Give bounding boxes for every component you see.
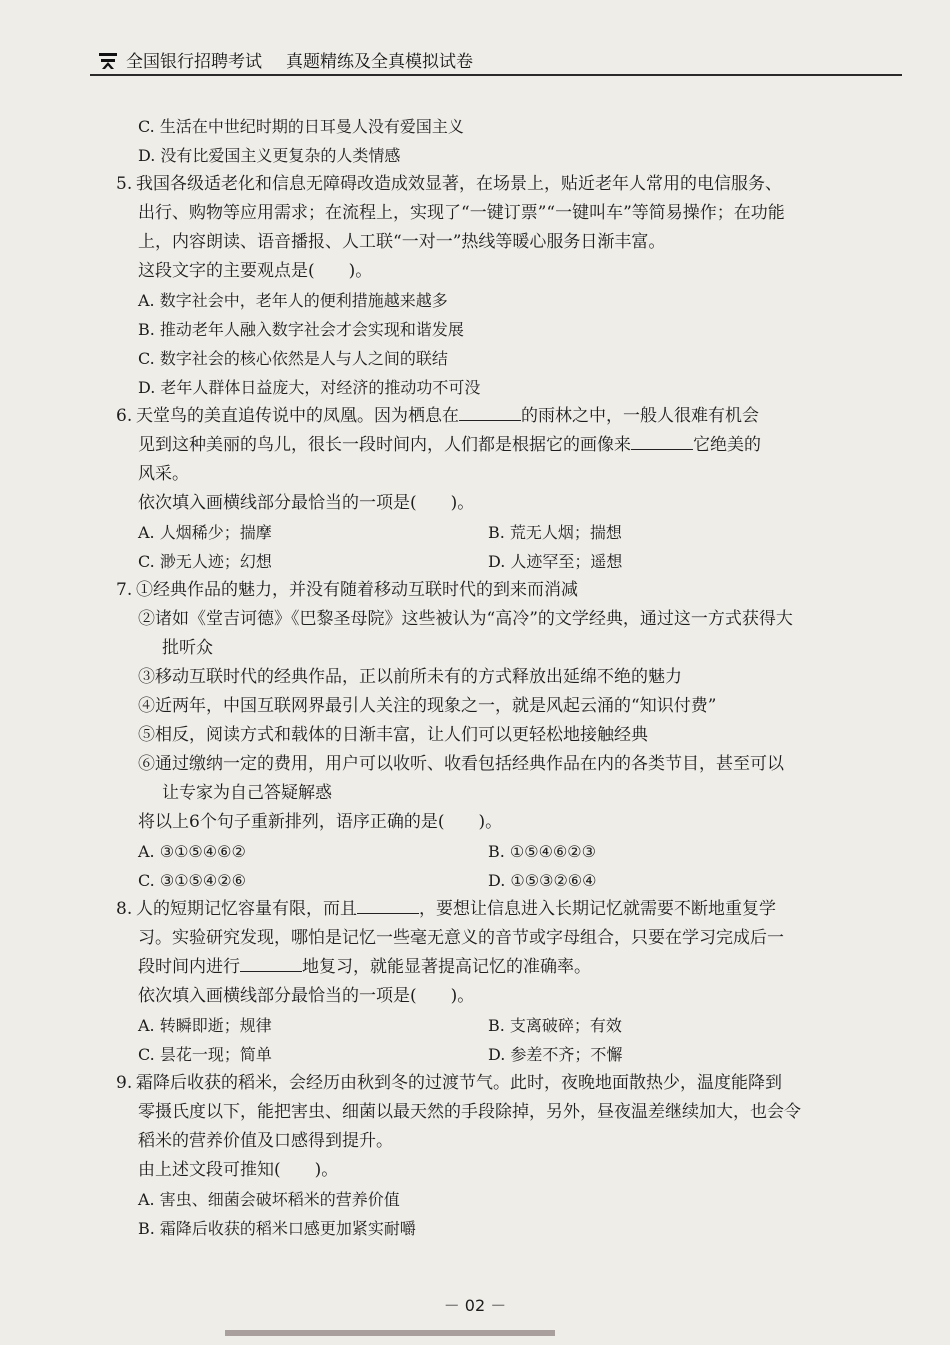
fill-blank	[240, 955, 302, 972]
question-prompt: 依次填入画横线部分最恰当的一项是( )。	[138, 493, 475, 513]
option-a: A. 人烟稀少；揣摩	[138, 523, 272, 542]
question-number: 8.	[116, 899, 133, 919]
header-title: 全国银行招聘考试	[126, 52, 262, 72]
question-number: 5.	[116, 174, 133, 194]
sentence-2: ②诸如《堂吉诃德》《巴黎圣母院》这些被认为“高冷”的文学经典，通过这一方式获得大	[138, 609, 793, 629]
option-b: B. 霜降后收获的稻米口感更加紧实耐嚼	[138, 1219, 416, 1238]
sentence-6: ⑥通过缴纳一定的费用，用户可以收听、收看包括经典作品在内的各类节目，甚至可以	[138, 754, 784, 774]
question-text: 地复习，就能显著提高记忆的准确率。	[302, 957, 591, 977]
header-rule	[90, 74, 902, 76]
header-series: 真题精练及全真模拟试卷	[286, 52, 473, 72]
option-c: C. 数字社会的核心依然是人与人之间的联结	[138, 349, 448, 368]
option-d: D. ①⑤③②⑥④	[488, 871, 597, 890]
option-row	[116, 837, 856, 866]
questions-content	[116, 112, 856, 1243]
question-text: 出行、购物等应用需求；在流程上，实现了“一键订票”“一键叫车”等简易操作；在功能	[138, 203, 785, 223]
question-prompt: 由上述文段可推知( )。	[138, 1160, 339, 1180]
option-row	[116, 1011, 856, 1040]
sentence-2-cont: 批听众	[162, 638, 213, 658]
question-5	[116, 170, 856, 199]
option-b: B. 推动老年人融入数字社会才会实现和谐发展	[138, 320, 464, 339]
fill-blank	[357, 897, 419, 914]
question-text: 人的短期记忆容量有限，而且	[136, 899, 357, 919]
option-row	[116, 518, 856, 547]
option-c: C. ③①⑤④②⑥	[138, 871, 246, 890]
publisher-logo-icon	[98, 51, 118, 69]
option-a: A. 数字社会中，老年人的便利措施越来越多	[138, 291, 448, 310]
option-d: D. 人迹罕至；遥想	[488, 552, 623, 571]
option-c: C. 渺无人迹；幻想	[138, 552, 272, 571]
prev-option-c: C. 生活在中世纪时期的日耳曼人没有爱国主义	[138, 117, 464, 136]
sentence-4: ④近两年，中国互联网界最引人关注的现象之一，就是风起云涌的“知识付费”	[138, 696, 717, 716]
question-text: 习。实验研究发现，哪怕是记忆一些毫无意义的音节或字母组合，只要在学习完成后一	[138, 928, 784, 948]
question-6	[116, 402, 856, 431]
option-b: B. 荒无人烟；揣想	[488, 523, 622, 542]
option-d: D. 老年人群体日益庞大，对经济的推动功不可没	[138, 378, 481, 397]
question-number: 6.	[116, 406, 133, 426]
option-a: A. ③①⑤④⑥②	[138, 842, 246, 861]
question-text: 段时间内进行	[138, 957, 240, 977]
scan-edge	[225, 1330, 555, 1336]
prev-option-d: D. 没有比爱国主义更复杂的人类情感	[138, 146, 401, 165]
sentence-3: ③移动互联时代的经典作品，正以前所未有的方式释放出延绵不绝的魅力	[138, 667, 682, 687]
question-number: 9.	[116, 1073, 133, 1093]
option-a: A. 害虫、细菌会破坏稻米的营养价值	[138, 1190, 400, 1209]
question-text: 见到这种美丽的鸟儿，很长一段时间内，人们都是根据它的画像来	[138, 435, 631, 455]
question-text: 上，内容朗读、语音播报、人工联“一对一”热线等暖心服务日渐丰富。	[138, 232, 666, 252]
page-header	[98, 47, 473, 72]
option-row	[116, 866, 856, 895]
option-b: B. 支离破碎；有效	[488, 1016, 622, 1035]
question-text: 零摄氏度以下，能把害虫、细菌以最天然的手段除掉，另外，昼夜温差继续加大，也会令	[138, 1102, 801, 1122]
option-row	[116, 547, 856, 576]
question-text: 天堂鸟的美直追传说中的凤凰。因为栖息在	[136, 406, 459, 426]
option-row	[116, 1040, 856, 1069]
question-prompt: 将以上6个句子重新排列，语序正确的是( )。	[138, 812, 503, 832]
question-text: 稻米的营养价值及口感得到提升。	[138, 1131, 393, 1151]
fill-blank	[631, 433, 693, 450]
question-9	[116, 1069, 856, 1098]
question-number: 7.	[116, 580, 133, 600]
question-text-line	[116, 953, 856, 982]
option-d: D. 参差不齐；不懈	[488, 1045, 623, 1064]
question-7	[116, 576, 856, 605]
question-text: 我国各级适老化和信息无障碍改造成效显著，在场景上，贴近老年人常用的电信服务、	[136, 174, 782, 194]
fill-blank	[459, 404, 521, 421]
question-8	[116, 895, 856, 924]
page-number: － 02 －	[443, 1296, 507, 1315]
option-b: B. ①⑤④⑥②③	[488, 842, 596, 861]
question-prompt: 依次填入画横线部分最恰当的一项是( )。	[138, 986, 475, 1006]
option-c: C. 昙花一现；简单	[138, 1045, 272, 1064]
question-text-line	[116, 431, 856, 460]
question-text: 风采。	[138, 464, 189, 484]
option-a: A. 转瞬即逝；规律	[138, 1016, 272, 1035]
question-text: ，要想让信息进入长期记忆就需要不断地重复学	[419, 899, 776, 919]
question-text: 霜降后收获的稻米，会经历由秋到冬的过渡节气。此时，夜晚地面散热少，温度能降到	[136, 1073, 782, 1093]
question-text: 的雨林之中，一般人很难有机会	[521, 406, 759, 426]
question-text: 它绝美的	[693, 435, 761, 455]
sentence-1: ①经典作品的魅力，并没有随着移动互联时代的到来而消减	[136, 580, 578, 600]
sentence-6-cont: 让专家为自己答疑解惑	[162, 783, 332, 803]
question-prompt: 这段文字的主要观点是( )。	[138, 261, 373, 281]
sentence-5: ⑤相反，阅读方式和载体的日渐丰富，让人们可以更轻松地接触经典	[138, 725, 648, 745]
